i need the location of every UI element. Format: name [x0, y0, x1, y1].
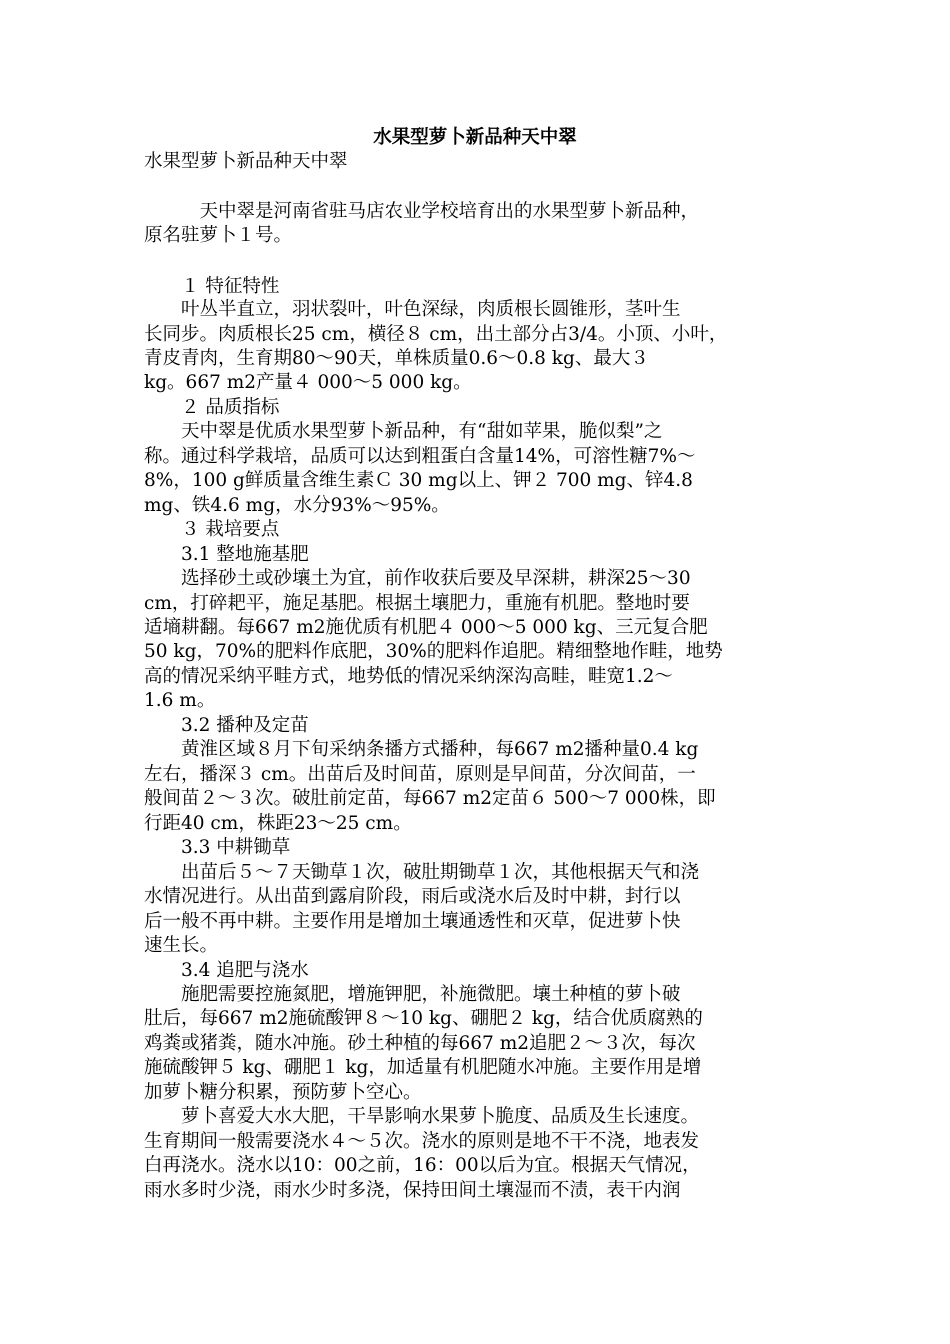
text-line: 8%，100 g鲜质量含维生素Ｃ 30 mg以上、钾２ 700 mg、锌4.8 — [144, 470, 693, 491]
text-line: cm，打碎耙平，施足基肥。根据土壤肥力，重施有机肥。整地时要 — [144, 593, 690, 614]
text-line: 鸡粪或猪粪，随水冲施。砂土种植的每667 m2追肥２～３次，每次 — [144, 1033, 696, 1054]
text-line: mg、铁4.6 mg，水分93%～95%。 — [144, 495, 450, 516]
text-line: 水果型萝卜新品种天中翠 — [144, 151, 348, 172]
text-line: ２ 品质指标 — [144, 397, 280, 418]
text-line: 称。通过科学栽培，品质可以达到粗蛋白含量14%，可溶性糖7%～ — [144, 446, 696, 467]
text-line: 3.3 中耕锄草 — [144, 837, 291, 858]
text-line: 黄淮区域８月下旬采纳条播方式播种，每667 m2播种量0.4 kg — [144, 739, 699, 760]
text-line: 雨水多时少浇，雨水少时多浇，保持田间土壤湿而不渍，表干内润 — [144, 1180, 681, 1201]
text-line: 施硫酸钾５ kg、硼肥１ kg，加适量有机肥随水冲施。主要作用是增 — [144, 1057, 702, 1078]
text-line: 左右，播深３ cm。出苗后及时间苗，原则是早间苗，分次间苗，一 — [144, 764, 696, 785]
text-line: 原名驻萝卜１号。 — [144, 225, 293, 246]
document-title: 水果型萝卜新品种天中翠 — [373, 127, 577, 148]
text-line: kg。667 m2产量４ 000～5 000 kg。 — [144, 372, 472, 393]
text-line: 3.2 播种及定苗 — [144, 715, 309, 736]
text-line: 适墒耕翻。每667 m2施优质有机肥４ 000～5 000 kg、三元复合肥 — [144, 617, 708, 638]
text-line: 长同步。肉质根长25 cm，横径８ cm，出土部分占3/4。小顶、小叶， — [144, 324, 728, 345]
text-line: １ 特征特性 — [144, 276, 280, 297]
text-line: 青皮青肉，生育期80～90天，单株质量0.6～0.8 kg、最大３ — [144, 348, 649, 369]
text-line: 生育期间一般需要浇水４～５次。浇水的原则是地不干不浇，地表发 — [144, 1131, 700, 1152]
text-line: 高的情况采纳平畦方式，地势低的情况采纳深沟高畦，畦宽1.2～ — [144, 666, 673, 687]
text-line: 3.1 整地施基肥 — [144, 544, 309, 565]
text-line: 萝卜喜爱大水大肥，干旱影响水果萝卜脆度、品质及生长速度。 — [144, 1106, 700, 1127]
text-line: 行距40 cm，株距23～25 cm。 — [144, 813, 412, 834]
text-line: 天中翠是河南省驻马店农业学校培育出的水果型萝卜新品种， — [144, 201, 700, 222]
text-line: 加萝卜糖分积累，预防萝卜空心。 — [144, 1082, 422, 1103]
text-line: 出苗后５～７天锄草１次，破肚期锄草１次，其他根据天气和浇 — [144, 862, 700, 883]
text-line: 肚后，每667 m2施硫酸钾８～10 kg、硼肥２ kg，结合优质腐熟的 — [144, 1008, 703, 1029]
text-line: 3.4 追肥与浇水 — [144, 960, 309, 981]
text-line: ３ 栽培要点 — [144, 519, 280, 540]
text-line: 白再浇水。浇水以10：00之前，16：00以后为宜。根据天气情况， — [144, 1155, 701, 1176]
text-line: 50 kg，70%的肥料作底肥，30%的肥料作追肥。精细整地作畦，地势 — [144, 641, 723, 662]
text-line: 施肥需要控施氮肥，增施钾肥，补施微肥。壤土种植的萝卜破 — [144, 984, 681, 1005]
text-line: 天中翠是优质水果型萝卜新品种，有“甜如苹果，脆似梨”之 — [144, 421, 663, 442]
text-line: 般间苗２～３次。破肚前定苗，每667 m2定苗６ 500～7 000株，即 — [144, 788, 716, 809]
text-line: 选择砂土或砂壤土为宜，前作收获后要及早深耕，耕深25～30 — [144, 568, 691, 589]
text-line: 叶丛半直立，羽状裂叶，叶色深绿，肉质根长圆锥形，茎叶生 — [144, 299, 681, 320]
text-line: 速生长。 — [144, 935, 219, 956]
text-line: 1.6 m。 — [144, 690, 216, 711]
text-line: 后一般不再中耕。主要作用是增加土壤通透性和灭草，促进萝卜快 — [144, 911, 681, 932]
text-line: 水情况进行。从出苗到露肩阶段，雨后或浇水后及时中耕，封行以 — [144, 886, 681, 907]
